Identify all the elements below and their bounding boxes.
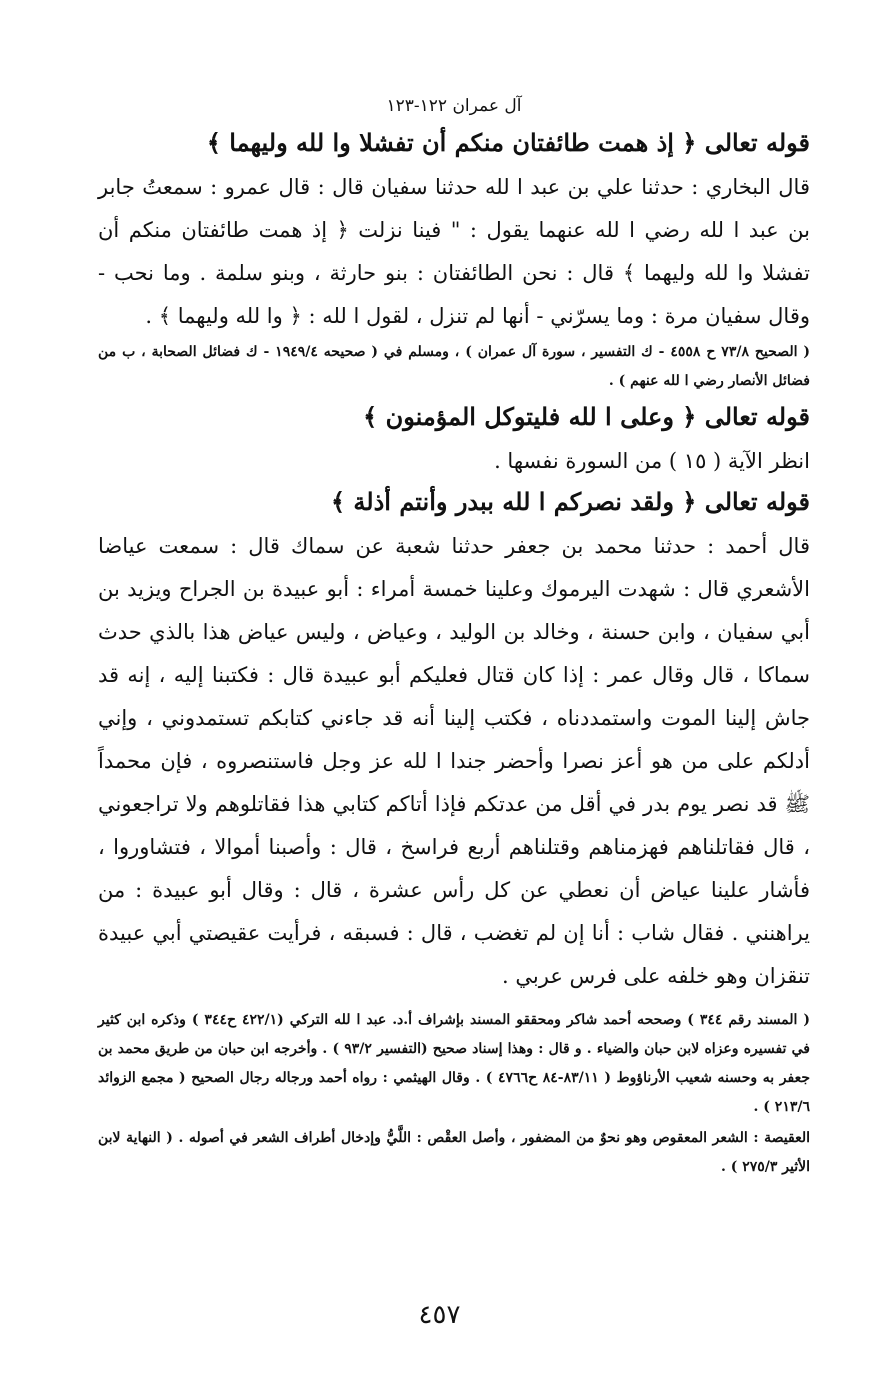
section-heading: قوله تعالى ﴿ وعلى ا لله فليتوكل المؤمنون ﴾: [363, 402, 810, 431]
section-1: [98, 124, 810, 396]
running-header: آل عمران ١٢٢-١٢٣: [386, 96, 522, 116]
page-content: [98, 90, 810, 1184]
section-body: قال البخاري : حدثنا علي بن عبد ا لله حدثنا سفيان قال : قال عمرو : سمعتُ جابر بن عبد ا لله رضي ا لله عنهما يقول : " فينا نزلت ﴿ إذ همت طائفتان منكم أن تفشلا وا لله وليهما ﴾ قال : نحن الطائفتان : بنو حارثة ، وبنو سلمة . وما نحب - وقال سفيان مرة : وما يسرّني - أنها لم تنزل ، لقول ا لله : ﴿ وا لله وليهما ﴾ .: [98, 175, 810, 328]
section-body: قال أحمد : حدثنا محمد بن جعفر حدثنا شعبة عن سماك قال : سمعت عياضا الأشعري قال : شهدت اليرموك وعلينا خمسة أمراء : أبو عبيدة بن الجراح ويزيد بن أبي سفيان ، وابن حسنة ، وخالد بن الوليد ، وعياض ، وليس عياض هذا بالذي حدث سماكا ، قال وقال عمر : إذا كان قتال فعليكم أبو عبيدة قال : فكتبنا إليه ، إنه قد جاش إلينا الموت واستمددناه ، فكتب إلينا أنه قد جاءني كتابكم تستمدوني ، وإني أدلكم على من هو أعز نصرا وأحضر جندا ا لله عز وجل فاستنصروه ، فإن محمداً ﷺ قد نصر يوم بدر في أقل من عدتكم فإذا أتاكم كتابي هذا فقاتلوهم ولا تراجعوني ، قال فقاتلناهم فهزمناهم وقتلناهم أربع فراسخ ، قال : وأصبنا أموالا ، فتشاوروا ، فأشار علينا عياض أن نعطي عن كل رأس عشرة ، قال : وقال أبو عبيدة : من يراهنني . فقال شاب : أنا إن لم تغضب ، قال : فسبقه ، فرأيت عقيصتي أبي عبيدة تنقزان وهو خلفه على فرس عربي .: [98, 534, 810, 988]
section-heading: قوله تعالى ﴿ ولقد نصركم ا لله ببدر وأنتم أذلة ﴾: [331, 487, 810, 516]
section-2: [98, 398, 810, 483]
footnote: ( الصحيح ٧٣/٨ ح ٤٥٥٨ - ك التفسير ، سورة آل عمران ) ، ومسلم في ( صحيحه ١٩٤٩/٤ - ك فضائل الصحابة ، ب من فضائل الأنصار رضي ا لله عنهم ) .: [98, 344, 811, 389]
section-body: انظر الآية ( ١٥ ) من السورة نفسها .: [494, 449, 810, 473]
footnote: العقيصة : الشعر المعقوص وهو نحوٌ من المضفور ، وأصل العقْص : اللَّيُّ وإدخال أطراف الشعر في أصوله . ( النهاية لابن الأثير ٢٧٥/٣ ) .: [98, 1130, 811, 1175]
page-number: ٤٥٧: [418, 1300, 461, 1330]
footnote: ( المسند رقم ٣٤٤ ) وصححه أحمد شاكر ومحققو المسند بإشراف أ.د. عبد ا لله التركي (٤٢٢/١ ح٣٤٤ ) وذكره ابن كثير في تفسيره وعزاه لابن حبان والضياء . و قال : وهذا إسناد صحيح (التفسير ٩٣/٢ ) . وأخرجه ابن حبان من طريق محمد بن جعفر به وحسنه شعيب الأرناؤوط ( ٨٣/١١-٨٤ ح٤٧٦٦ ) . وقال الهيثمي : رواه أحمد ورجاله رجال الصحيح ( مجمع الزوائد ٢١٣/٦ ) .: [98, 1012, 810, 1115]
section-3: [98, 483, 810, 1182]
section-heading: قوله تعالى ﴿ إذ همت طائفتان منكم أن تفشلا وا لله وليهما ﴾: [206, 128, 810, 157]
